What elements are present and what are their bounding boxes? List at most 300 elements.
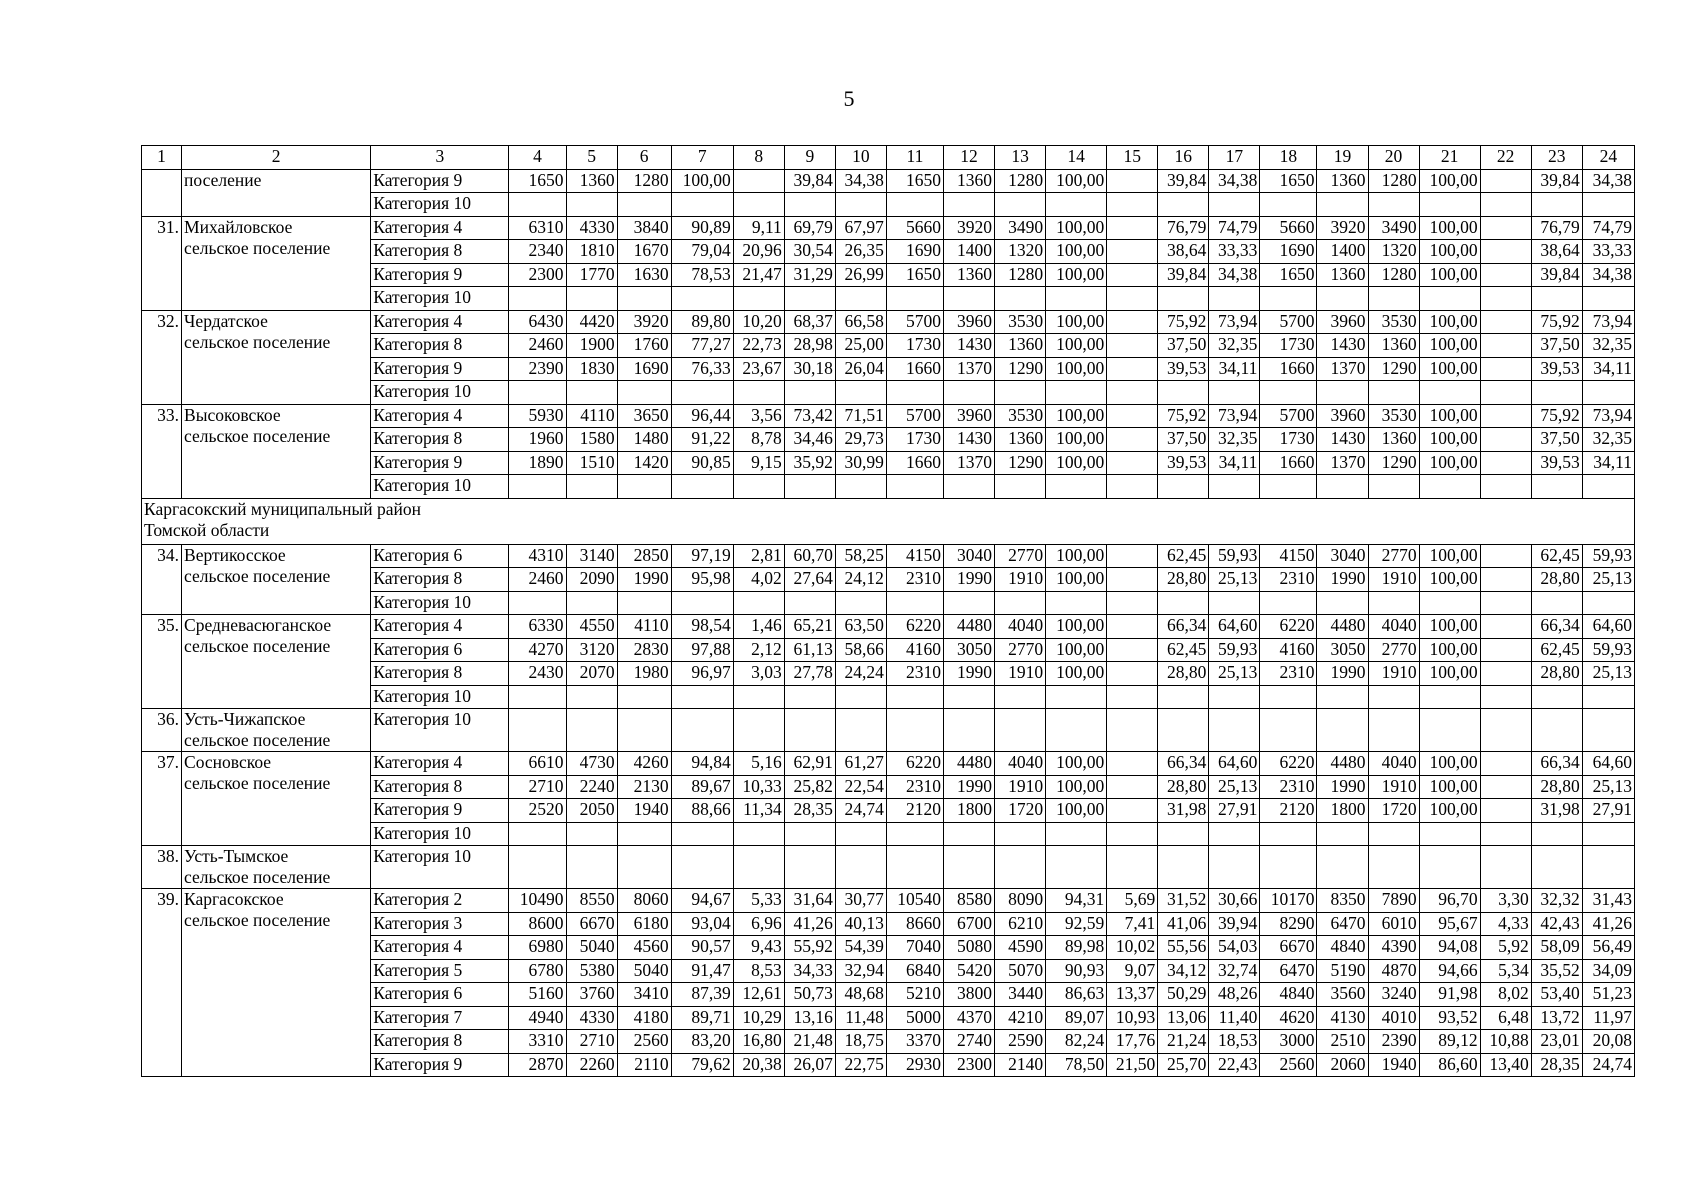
value-cell [943, 591, 994, 615]
value-cell [1046, 287, 1107, 311]
value-cell [1107, 846, 1158, 889]
value-cell: 64,60 [1582, 615, 1634, 639]
value-cell: 2930 [886, 1053, 943, 1077]
value-cell: 100,00 [1046, 752, 1107, 776]
value-cell: 3560 [1317, 983, 1368, 1007]
value-cell: 62,45 [1158, 544, 1209, 568]
value-cell: 1730 [886, 334, 943, 358]
value-cell [671, 685, 733, 709]
value-cell: 1810 [566, 240, 617, 264]
row-number: 32. [142, 310, 182, 404]
value-cell [1107, 591, 1158, 615]
value-cell: 2310 [886, 662, 943, 686]
value-cell [733, 169, 784, 193]
value-cell [1582, 846, 1634, 889]
table-row [142, 169, 1635, 193]
value-cell [835, 475, 886, 499]
value-cell: 3800 [943, 983, 994, 1007]
value-cell: 1670 [617, 240, 671, 264]
value-cell [995, 193, 1046, 217]
value-cell: 3,56 [733, 404, 784, 428]
value-cell [617, 287, 671, 311]
value-cell [1480, 799, 1531, 823]
value-cell: 1650 [1260, 263, 1317, 287]
value-cell: 3760 [566, 983, 617, 1007]
value-cell: 75,92 [1531, 404, 1582, 428]
value-cell: 2560 [1260, 1053, 1317, 1077]
value-cell: 90,93 [1046, 959, 1107, 983]
value-cell: 6,48 [1480, 1006, 1531, 1030]
value-cell: 2,81 [733, 544, 784, 568]
value-cell: 10490 [509, 889, 566, 913]
value-cell: 100,00 [1419, 310, 1480, 334]
value-cell: 2830 [617, 638, 671, 662]
data-table [141, 145, 1635, 1077]
value-cell [835, 822, 886, 846]
value-cell: 96,44 [671, 404, 733, 428]
value-cell: 2110 [617, 1053, 671, 1077]
value-cell [835, 381, 886, 405]
value-cell [1531, 475, 1582, 499]
value-cell: 9,11 [733, 216, 784, 240]
value-cell [1317, 846, 1368, 889]
table-row [142, 846, 1635, 889]
value-cell: 3050 [1317, 638, 1368, 662]
value-cell: 1360 [1368, 428, 1419, 452]
value-cell: 28,98 [784, 334, 835, 358]
settlement-name-line: Михайловское [184, 216, 293, 237]
settlement-name-line: сельское поселение [184, 910, 331, 930]
value-cell: 1360 [995, 334, 1046, 358]
value-cell: 4730 [566, 752, 617, 776]
header-cell: 5 [566, 146, 617, 170]
value-cell: 1360 [995, 428, 1046, 452]
value-cell: 27,91 [1209, 799, 1260, 823]
value-cell [835, 709, 886, 752]
value-cell [1582, 193, 1634, 217]
value-cell [1480, 357, 1531, 381]
value-cell: 39,53 [1531, 357, 1582, 381]
value-cell: 1910 [1368, 662, 1419, 686]
value-cell: 100,00 [1419, 216, 1480, 240]
value-cell: 8600 [509, 912, 566, 936]
value-cell [1158, 591, 1209, 615]
value-cell: 24,74 [835, 799, 886, 823]
value-cell [1107, 263, 1158, 287]
value-cell: 90,89 [671, 216, 733, 240]
value-cell: 2300 [943, 1053, 994, 1077]
value-cell [1107, 334, 1158, 358]
value-cell: 7890 [1368, 889, 1419, 913]
value-cell [1480, 310, 1531, 334]
value-cell: 28,80 [1158, 662, 1209, 686]
value-cell [1368, 685, 1419, 709]
value-cell: 37,50 [1158, 428, 1209, 452]
value-cell [1582, 709, 1634, 752]
category-cell: Категория 4 [371, 936, 509, 960]
value-cell [733, 846, 784, 889]
value-cell: 20,38 [733, 1053, 784, 1077]
district-name-line: Каргасокский муниципальный район [144, 498, 422, 519]
value-cell [671, 709, 733, 752]
value-cell: 2770 [1368, 544, 1419, 568]
value-cell [671, 475, 733, 499]
value-cell: 5040 [566, 936, 617, 960]
value-cell: 37,50 [1158, 334, 1209, 358]
value-cell: 91,47 [671, 959, 733, 983]
value-cell: 1370 [943, 451, 994, 475]
value-cell: 37,50 [1531, 428, 1582, 452]
value-cell: 34,38 [1209, 169, 1260, 193]
category-cell: Категория 7 [371, 1006, 509, 1030]
value-cell: 18,75 [835, 1030, 886, 1054]
value-cell: 100,00 [1046, 451, 1107, 475]
settlement-name-line: сельское поселение [184, 237, 331, 258]
value-cell [617, 475, 671, 499]
value-cell: 29,73 [835, 428, 886, 452]
value-cell [733, 685, 784, 709]
settlement-name-line: сельское поселение [184, 331, 331, 352]
value-cell [1046, 591, 1107, 615]
value-cell: 1650 [886, 263, 943, 287]
value-cell: 2130 [617, 775, 671, 799]
value-cell: 2850 [617, 544, 671, 568]
category-cell: Категория 8 [371, 240, 509, 264]
value-cell: 50,73 [784, 983, 835, 1007]
value-cell [1480, 752, 1531, 776]
value-cell: 2310 [1260, 662, 1317, 686]
value-cell: 5,33 [733, 889, 784, 913]
value-cell: 100,00 [1046, 638, 1107, 662]
value-cell [1480, 169, 1531, 193]
value-cell: 100,00 [1046, 334, 1107, 358]
value-cell: 3040 [1317, 544, 1368, 568]
value-cell: 58,66 [835, 638, 886, 662]
value-cell: 94,66 [1419, 959, 1480, 983]
value-cell: 4480 [943, 615, 994, 639]
value-cell [1107, 685, 1158, 709]
value-cell: 22,54 [835, 775, 886, 799]
value-cell: 3120 [566, 638, 617, 662]
value-cell: 1280 [1368, 263, 1419, 287]
value-cell [886, 287, 943, 311]
value-cell: 100,00 [1419, 799, 1480, 823]
category-cell: Категория 8 [371, 662, 509, 686]
value-cell: 1960 [509, 428, 566, 452]
value-cell: 76,79 [1158, 216, 1209, 240]
value-cell [1209, 822, 1260, 846]
value-cell [1582, 381, 1634, 405]
value-cell: 17,76 [1107, 1030, 1158, 1054]
value-cell: 6980 [509, 936, 566, 960]
value-cell: 11,40 [1209, 1006, 1260, 1030]
value-cell [1046, 846, 1107, 889]
value-cell [835, 685, 886, 709]
value-cell: 1800 [943, 799, 994, 823]
value-cell: 1290 [995, 357, 1046, 381]
header-cell: 1 [142, 146, 182, 170]
value-cell: 2070 [566, 662, 617, 686]
value-cell: 6210 [995, 912, 1046, 936]
value-cell: 4260 [617, 752, 671, 776]
value-cell: 91,22 [671, 428, 733, 452]
value-cell: 91,98 [1419, 983, 1480, 1007]
value-cell: 4420 [566, 310, 617, 334]
value-cell: 3960 [1317, 310, 1368, 334]
value-cell: 5000 [886, 1006, 943, 1030]
value-cell: 54,39 [835, 936, 886, 960]
value-cell: 31,64 [784, 889, 835, 913]
value-cell: 2460 [509, 334, 566, 358]
value-cell [1107, 568, 1158, 592]
settlement-name-line: сельское поселение [184, 773, 331, 793]
value-cell: 92,59 [1046, 912, 1107, 936]
value-cell [886, 846, 943, 889]
settlement-name [182, 544, 371, 615]
value-cell: 33,33 [1582, 240, 1634, 264]
value-cell: 42,43 [1531, 912, 1582, 936]
value-cell: 94,84 [671, 752, 733, 776]
value-cell: 1760 [617, 334, 671, 358]
value-cell [509, 685, 566, 709]
value-cell: 1280 [617, 169, 671, 193]
header-cell: 10 [835, 146, 886, 170]
value-cell: 75,92 [1158, 310, 1209, 334]
value-cell: 3000 [1260, 1030, 1317, 1054]
value-cell [1368, 822, 1419, 846]
category-cell: Категория 4 [371, 752, 509, 776]
value-cell [1480, 568, 1531, 592]
category-cell: Категория 3 [371, 912, 509, 936]
value-cell: 63,50 [835, 615, 886, 639]
value-cell: 34,11 [1209, 357, 1260, 381]
value-cell: 1910 [1368, 568, 1419, 592]
value-cell: 4940 [509, 1006, 566, 1030]
value-cell [509, 846, 566, 889]
header-cell: 8 [733, 146, 784, 170]
value-cell: 1430 [1317, 334, 1368, 358]
value-cell: 76,79 [1531, 216, 1582, 240]
value-cell: 100,00 [1419, 240, 1480, 264]
value-cell: 28,80 [1531, 568, 1582, 592]
value-cell: 2340 [509, 240, 566, 264]
value-cell [1582, 685, 1634, 709]
value-cell: 59,93 [1582, 638, 1634, 662]
value-cell: 1890 [509, 451, 566, 475]
value-cell [995, 685, 1046, 709]
table-body [142, 146, 1635, 1077]
value-cell [617, 193, 671, 217]
value-cell: 4160 [886, 638, 943, 662]
value-cell [1480, 428, 1531, 452]
value-cell: 1690 [886, 240, 943, 264]
value-cell: 100,00 [1046, 662, 1107, 686]
value-cell [1209, 475, 1260, 499]
value-cell: 100,00 [1419, 428, 1480, 452]
value-cell: 1660 [886, 357, 943, 381]
value-cell: 1280 [995, 169, 1046, 193]
header-cell: 16 [1158, 146, 1209, 170]
value-cell: 58,25 [835, 544, 886, 568]
value-cell: 3530 [995, 404, 1046, 428]
value-cell: 4480 [1317, 752, 1368, 776]
value-cell: 4130 [1317, 1006, 1368, 1030]
value-cell: 25,13 [1582, 662, 1634, 686]
value-cell: 5700 [886, 310, 943, 334]
value-cell [1260, 193, 1317, 217]
value-cell: 8290 [1260, 912, 1317, 936]
value-cell: 1360 [1368, 334, 1419, 358]
row-number: 34. [142, 544, 182, 615]
value-cell: 1360 [1317, 169, 1368, 193]
value-cell: 100,00 [1419, 544, 1480, 568]
table-row [142, 709, 1635, 752]
value-cell: 4,02 [733, 568, 784, 592]
value-cell [995, 381, 1046, 405]
value-cell: 1650 [509, 169, 566, 193]
value-cell: 2060 [1317, 1053, 1368, 1077]
value-cell: 100,00 [1419, 263, 1480, 287]
value-cell [1531, 846, 1582, 889]
value-cell: 6610 [509, 752, 566, 776]
value-cell [566, 685, 617, 709]
value-cell [1368, 193, 1419, 217]
value-cell [671, 381, 733, 405]
value-cell: 100,00 [1046, 216, 1107, 240]
value-cell: 1360 [943, 263, 994, 287]
value-cell: 78,53 [671, 263, 733, 287]
value-cell: 3490 [1368, 216, 1419, 240]
value-cell: 3490 [995, 216, 1046, 240]
category-cell: Категория 10 [371, 846, 509, 889]
value-cell: 1830 [566, 357, 617, 381]
value-cell: 3530 [1368, 404, 1419, 428]
value-cell [1260, 685, 1317, 709]
value-cell: 4270 [509, 638, 566, 662]
value-cell [1480, 822, 1531, 846]
value-cell: 28,80 [1158, 775, 1209, 799]
value-cell: 13,72 [1531, 1006, 1582, 1030]
value-cell [617, 822, 671, 846]
value-cell [1582, 591, 1634, 615]
value-cell: 35,92 [784, 451, 835, 475]
value-cell [1107, 709, 1158, 752]
value-cell: 2310 [886, 568, 943, 592]
value-cell: 6780 [509, 959, 566, 983]
value-cell: 3370 [886, 1030, 943, 1054]
category-cell: Категория 10 [371, 193, 509, 217]
value-cell: 78,50 [1046, 1053, 1107, 1077]
value-cell [995, 591, 1046, 615]
value-cell: 34,12 [1158, 959, 1209, 983]
value-cell [1209, 591, 1260, 615]
value-cell: 5080 [943, 936, 994, 960]
value-cell: 6010 [1368, 912, 1419, 936]
value-cell: 39,53 [1531, 451, 1582, 475]
value-cell [1582, 475, 1634, 499]
value-cell: 100,00 [1419, 451, 1480, 475]
value-cell [1260, 822, 1317, 846]
value-cell [943, 381, 994, 405]
value-cell [1582, 287, 1634, 311]
value-cell: 2,12 [733, 638, 784, 662]
value-cell [617, 709, 671, 752]
value-cell: 4180 [617, 1006, 671, 1030]
value-cell: 1580 [566, 428, 617, 452]
value-cell: 5930 [509, 404, 566, 428]
value-cell: 1,46 [733, 615, 784, 639]
value-cell: 100,00 [1419, 169, 1480, 193]
value-cell [835, 591, 886, 615]
table-row [142, 889, 1635, 913]
value-cell: 4310 [509, 544, 566, 568]
value-cell [1260, 709, 1317, 752]
value-cell: 66,34 [1531, 615, 1582, 639]
value-cell: 6330 [509, 615, 566, 639]
table-row [142, 544, 1635, 568]
header-cell: 21 [1419, 146, 1480, 170]
value-cell [671, 822, 733, 846]
category-cell: Категория 9 [371, 357, 509, 381]
category-cell: Категория 10 [371, 822, 509, 846]
value-cell [566, 822, 617, 846]
value-cell [835, 193, 886, 217]
value-cell: 12,61 [733, 983, 784, 1007]
value-cell: 41,26 [784, 912, 835, 936]
value-cell: 1900 [566, 334, 617, 358]
value-cell: 34,11 [1209, 451, 1260, 475]
value-cell: 30,66 [1209, 889, 1260, 913]
value-cell: 1370 [1317, 451, 1368, 475]
row-number: 36. [142, 709, 182, 752]
value-cell: 66,34 [1158, 615, 1209, 639]
value-cell [733, 193, 784, 217]
value-cell [733, 381, 784, 405]
value-cell: 3530 [1368, 310, 1419, 334]
row-number: 31. [142, 216, 182, 310]
settlement-name-line: сельское поселение [184, 867, 331, 887]
category-cell: Категория 10 [371, 709, 509, 752]
value-cell: 1990 [1317, 775, 1368, 799]
value-cell [1107, 752, 1158, 776]
value-cell: 4480 [943, 752, 994, 776]
value-cell: 73,42 [784, 404, 835, 428]
value-cell: 32,35 [1209, 334, 1260, 358]
settlement-name-line: Усть-Чижапское [184, 709, 306, 729]
value-cell: 32,35 [1209, 428, 1260, 452]
value-cell: 4620 [1260, 1006, 1317, 1030]
value-cell: 10,88 [1480, 1030, 1531, 1054]
value-cell: 10540 [886, 889, 943, 913]
value-cell: 5660 [1260, 216, 1317, 240]
value-cell: 4040 [995, 615, 1046, 639]
value-cell: 2050 [566, 799, 617, 823]
value-cell: 89,67 [671, 775, 733, 799]
value-cell: 79,04 [671, 240, 733, 264]
value-cell: 21,24 [1158, 1030, 1209, 1054]
category-cell: Категория 4 [371, 615, 509, 639]
value-cell: 24,74 [1582, 1053, 1634, 1077]
settlement-name [182, 404, 371, 498]
value-cell: 39,94 [1209, 912, 1260, 936]
header-cell: 4 [509, 146, 566, 170]
value-cell [1209, 709, 1260, 752]
value-cell: 2770 [995, 544, 1046, 568]
value-cell [1158, 822, 1209, 846]
value-cell: 90,85 [671, 451, 733, 475]
header-cell: 14 [1046, 146, 1107, 170]
value-cell: 31,43 [1582, 889, 1634, 913]
